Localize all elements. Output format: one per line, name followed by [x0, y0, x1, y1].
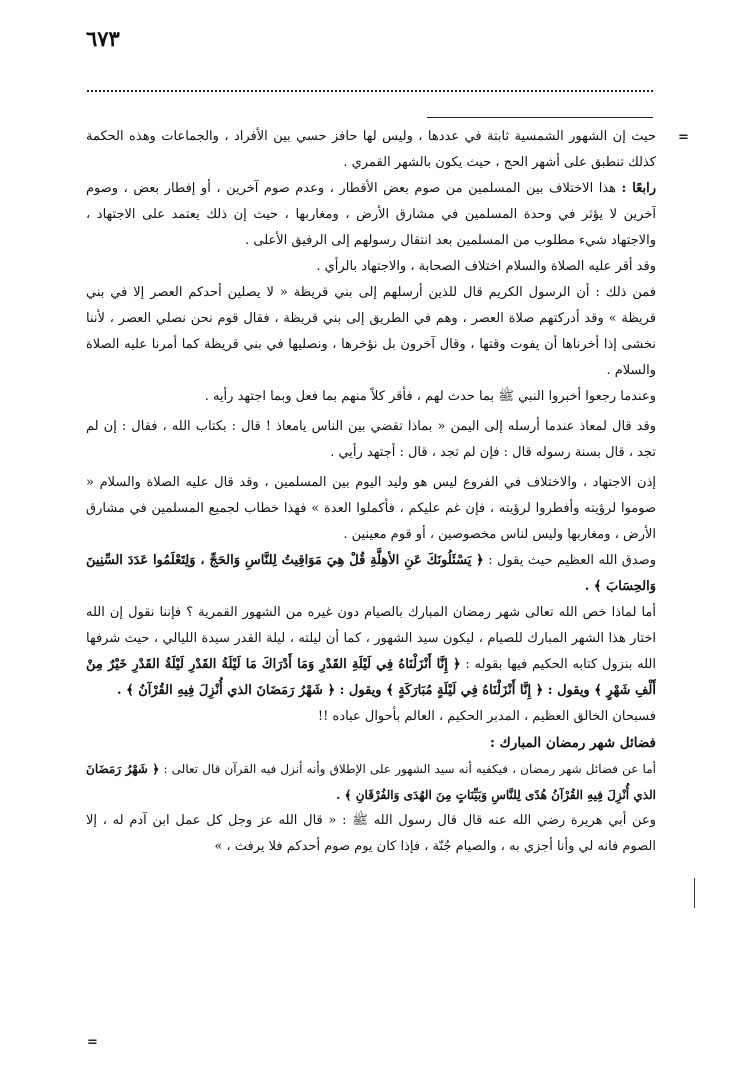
- section-heading: فضائل شهر رمضان المبارك :: [489, 735, 656, 751]
- paragraph-5: وعندما رجعوا أخبروا النبي ﷺ بما حدث لهم ، فأقر كلاً منهم بما فعل وبما اجتهد رأيه .: [204, 389, 656, 404]
- paragraph-3: وقد أقر عليه الصلاة والسلام اختلاف الصحابة ، والاجتهاد بالرأي .: [316, 259, 656, 274]
- paragraph-11: أما عن فضائل شهر رمضان ، فيكفيه أنه سيد الشهور على الإطلاق وأنه أنزل فيه القرآن قال تعالى : ﴿ شَهْرُ رَمَضَانَ الذي أُنْزِلَ فِيهِ القُرْآنُ هُدًى لِلنَّاسِ وَبَيِّنَاتٍ مِنَ الهُدَى وَالفُرْقَانِ ﴾ .: [86, 762, 656, 802]
- paragraph-9: أما لماذا خص الله تعالى شهر رمضان المبارك بالصيام دون غيره من الشهور القمرية ؟ فإننا نقول إن الله اختار هذا الشهر المبارك للصيام ، ليكون سيد الشهور ، كما أن ليلته ، ليلة القدر سيدة الليالي ، حيث شرفها الله بنزول كتابه الحكيم فيها بقوله : ﴿ إِنَّا أَنْزَلْنَاهُ فِي لَيْلَةِ القَدْرِ وَمَا أَدْرَاكَ مَا لَيْلَةُ القَدْرِ لَيْلَةُ القَدْرِ خَيْرٌ مِنْ أَلْفِ شَهْرٍ ﴾ ويقول : ﴿ إِنَّا أَنْزَلْنَاهُ فِي لَيْلَةٍ مُبَارَكَةٍ ﴾ ويقول : ﴿ شَهْرُ رَمَضَانَ الذي أُنْزِلَ فِيهِ القُرْآنُ ﴾ .: [86, 605, 656, 698]
- page-number: ٦٧٣: [86, 26, 120, 51]
- quran-verse: ﴿ يَسْئَلُونَكَ عَنِ الأهِلَّةِ قُلْ هِيَ مَوَاقِيتُ لِلنَّاسِ وَالحَجِّ ، وَلِتَعْلَمُوا عَدَدَ السِّنِينَ وَالحِسَابَ ﴾ .: [86, 553, 656, 594]
- quran-verse: ﴿ شَهْرُ رَمَضَانَ الذي أُنْزِلَ فِيهِ القُرْآنُ هُدًى لِلنَّاسِ وَبَيِّنَاتٍ مِنَ الهُدَى وَالفُرْقَانِ ﴾ .: [86, 762, 656, 802]
- paragraph-lead: رابعًا :: [621, 181, 656, 196]
- paragraph-2: رابعًا : هذا الاختلاف بين المسلمين من صوم بعض الأقطار ، وعدم صوم آخرين ، أو إفطار بعض ، وصوم آخرين لا يؤثر في وحدة المسلمين في مشارق الأرض ، ومغاربها ، حيث إن ذلك يعتمد على الاجتهاد ، والاجتهاد شيء مطلوب من المسلمين بعد انتقال رسولهم إلى الرفيق الأعلى .: [86, 181, 656, 248]
- paragraph-12: وعن أبي هريرة رضي الله عنه قال قال رسول الله ﷺ : « قال الله عز وجل كل عمل ابن آدم له ، إلا الصوم فانه لي وأنا أجزي به ، والصيام جُنّة ، فإذا كان يوم صوم أحدكم فلا يرفث ، »: [86, 813, 656, 854]
- body-text: [86, 124, 656, 1060]
- paragraph-1: حيث إن الشهور الشمسية ثابتة في عددها ، وليس لها حافز حسي بين الأفراد ، والجماعات وهذه الحكمة كذلك تنطبق على أشهر الحج ، حيث يكون بالشهر القمري .: [86, 129, 656, 170]
- paragraph-4: فمن ذلك : أن الرسول الكريم قال للذين أرسلهم إلى بني قريظة « لا يصلين أحدكم العصر إلا في بني قريظة » وقد أدركتهم صلاة العصر ، وهم في الطريق إلى بني قريظة ، فقال قوم نحن نصلي العصر ، لأننا نخشى إذا أخرناها أن يفوت وقتها ، وقال آخرون بل نؤخرها ، ونصليها في بني قريظة كما أمرنا عليه الصلاة والسلام .: [86, 285, 656, 378]
- paragraph-7: إذن الاجتهاد ، والاختلاف في الفروع ليس هو وليد اليوم بين المسلمين ، وقد قال عليه الصلاة والسلام « صوموا لرؤيته وأفطروا لرؤيته ، فإن غم عليكم ، فأكملوا العدة » فهذا خطاب لجميع المسلمين في مشارق الأرض ، ومغاربها وليس لناس مخصوصين ، أو قوم معينين .: [86, 475, 656, 542]
- continuation-mark-bottom: =: [87, 1035, 98, 1050]
- header-dotted-rule: [87, 90, 653, 92]
- margin-tick: [694, 878, 695, 908]
- paragraph-8: وصدق الله العظيم حيث يقول : ﴿ يَسْئَلُونَكَ عَنِ الأهِلَّةِ قُلْ هِيَ مَوَاقِيتُ لِلنَّاسِ وَالحَجِّ ، وَلِتَعْلَمُوا عَدَدَ السِّنِينَ وَالحِسَابَ ﴾ .: [86, 553, 656, 594]
- paragraph-10: فسبحان الخالق العظيم ، المدبر الحكيم ، العالم بأحوال عباده !!: [317, 709, 656, 724]
- continuation-mark-top: =: [678, 130, 689, 145]
- quran-verse: ﴿ إِنَّا أَنْزَلْنَاهُ فِي لَيْلَةِ القَدْرِ وَمَا أَدْرَاكَ مَا لَيْلَةُ القَدْرِ لَيْلَةُ القَدْرِ خَيْرٌ مِنْ أَلْفِ شَهْرٍ ﴾ ويقول : ﴿ إِنَّا أَنْزَلْنَاهُ فِي لَيْلَةٍ مُبَارَكَةٍ ﴾ ويقول : ﴿ شَهْرُ رَمَضَانَ الذي أُنْزِلَ فِيهِ القُرْآنُ ﴾ .: [86, 657, 656, 698]
- header-short-rule: [427, 117, 653, 118]
- paragraph-6: وقد قال لمعاذ عندما أرسله إلى اليمن « بماذا تقضي بين الناس يامعاذ ! قال : بكتاب الله ، فقال : إن لم تجد ، قال بسنة رسوله قال : فإن لم تجد ، قال : أجتهد رأيي .: [86, 419, 656, 460]
